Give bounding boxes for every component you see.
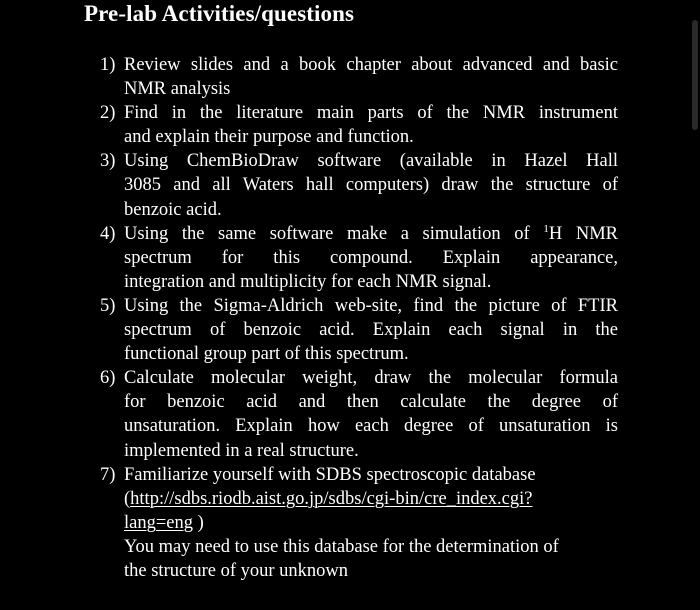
- item-text: H NMR: [548, 223, 618, 244]
- item-number: 2): [100, 103, 116, 124]
- item-text-line: and explain their purpose and function.: [124, 127, 414, 148]
- page-title: Pre-lab Activities/questions: [84, 1, 355, 26]
- paren-close: ): [193, 512, 204, 533]
- item-text-line: Familiarize yourself with SDBS spectroscopic database: [124, 464, 536, 485]
- list-item-6: [100, 366, 618, 462]
- item-number: 1): [100, 55, 116, 75]
- item-text-line: implemented in a real structure.: [124, 440, 359, 461]
- item-text-line: Review slides and a book chapter about advanced and basic: [124, 55, 618, 75]
- item-text-line: Find in the literature main parts of the NMR instrument: [124, 103, 618, 124]
- link-line: [124, 487, 618, 511]
- link-line: [124, 511, 618, 535]
- item-text-line: Calculate molecular weight, draw the molecular formula: [124, 368, 618, 389]
- list-item-7: [100, 463, 618, 583]
- item-text-line: unsaturation. Explain how each degree of unsaturation is: [124, 416, 618, 437]
- list-item-1: [100, 53, 618, 101]
- sdbs-link[interactable]: http://sdbs.riodb.aist.go.jp/sdbs/cgi-bin/cre_index.cgi?: [130, 488, 533, 509]
- item-text-line: NMR analysis: [124, 79, 231, 100]
- item-text-line: integration and multiplicity for each NMR signal.: [124, 271, 492, 292]
- item-text-line: Using the Sigma-Aldrich web-site, find the picture of FTIR: [124, 295, 618, 316]
- item-text-line: functional group part of this spectrum.: [124, 344, 409, 365]
- list-item-4: [100, 222, 618, 294]
- superscript-1: 1: [543, 222, 549, 235]
- item-text-line: benzoic acid.: [124, 199, 222, 220]
- list-item-3: [100, 149, 618, 221]
- list-item-2: [100, 101, 618, 149]
- item-text-line: Using ChemBioDraw software (available in Hazel Hall: [124, 151, 618, 172]
- item-text-line: spectrum for this compound. Explain appearance,: [124, 247, 618, 268]
- scrollbar[interactable]: [692, 20, 698, 130]
- paren-open: (: [124, 488, 131, 509]
- item-text-line: 3085 and all Waters hall computers) draw the structure of: [124, 175, 618, 196]
- item-number: 3): [100, 151, 116, 172]
- item-number: 7): [100, 464, 116, 485]
- question-list: [100, 53, 618, 583]
- item-text: Using the same software make a simulation of: [124, 223, 530, 244]
- sdbs-link-continued[interactable]: lang=eng: [124, 512, 193, 533]
- item-text-line: for benzoic acid and then calculate the degree of: [124, 392, 618, 413]
- item-text-line: [124, 222, 618, 246]
- item-number: 6): [100, 368, 116, 389]
- item-text-line: You may need to use this database for the determination of: [124, 536, 559, 557]
- item-number: 4): [100, 223, 116, 244]
- list-item-5: [100, 294, 618, 366]
- item-text-line: the structure of your unknown: [124, 560, 349, 581]
- item-number: 5): [100, 295, 116, 316]
- item-text-line: spectrum of benzoic acid. Explain each signal in the: [124, 320, 618, 341]
